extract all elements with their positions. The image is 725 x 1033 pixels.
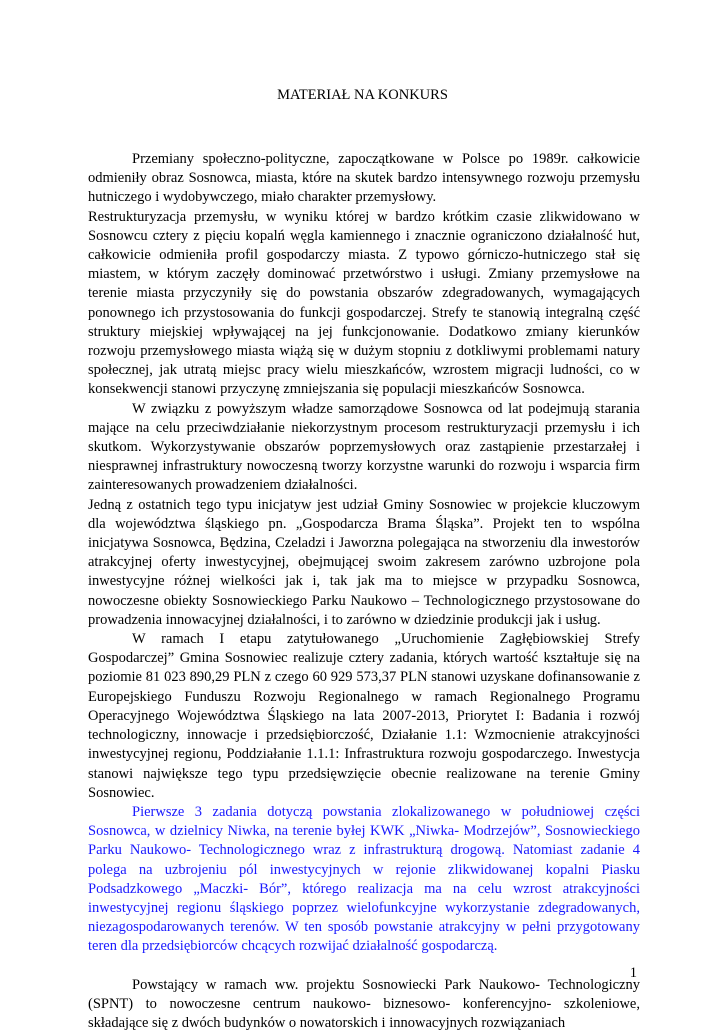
- paragraph-spnt: Powstający w ramach ww. projektu Sosnowiecki Park Naukowo- Technologiczny (SPNT) to nowoczesne centrum naukowo- biznesowo- konferencyjno- szkoleniowe, składające się z dwóch budynków o nowatorskich i innowacyjnych rozwiązaniach: [88, 976, 640, 1031]
- document-body: [88, 150, 640, 1033]
- paragraph-intro: Przemiany społeczno-polityczne, zapoczątkowane w Polsce po 1989r. całkowicie odmieniły obraz Sosnowca, miasta, które na skutek bardzo intensywnego rozwoju przemysłu hutniczego i wydobywczego, miało charakter przemysłowy.: [88, 151, 640, 206]
- paragraph-stage-one: W ramach I etapu zatytułowanego „Uruchomienie Zagłębiowskiej Strefy Gospodarczej” Gmina Sosnowiec realizuje cztery zadania, których wartość kształtuje się na poziomie 81 023 890,29 PLN z czego 60 929 573,37 PLN stanowi uzyskane dofinansowanie z Europejskiego Funduszu Rozwoju Regionalnego w ramach Regionalnego Programu Operacyjnego Województwa Śląskiego na lata 2007-2013, Priorytet I: Badania i rozwój technologiczny, innowacje i przedsiębiorczość, Działanie 1.1: Wzmocnienie atrakcyjności inwestycyjnej regionu, Poddziałanie 1.1.1: Infrastruktura rozwoju gospodarczego. Inwestycja stanowi największe tego typu przedsięwzięcie obecnie realizowane na terenie Gminy Sosnowiec.: [88, 631, 640, 801]
- paragraph-tasks-highlighted: Pierwsze 3 zadania dotyczą powstania zlokalizowanego w południowej części Sosnowca, w dzielnicy Niwka, na terenie byłej KWK „Niwka- Modrzejów”, Sosnowieckiego Parku Naukowo- Technologicznego wraz z infrastrukturą drogową. Natomiast zadanie 4 polega na uzbrojeniu pól inwestycyjnych w rejonie zlikwidowanej kopalni Piasku Podsadzkowego „Maczki- Bór”, którego realizacja ma na celu wzrost atrakcyjności inwestycyjnej regionu śląskiego poprzez wielofunkcyjne wykorzystanie zdegradowanych, niezagospodarowanych terenów. W ten sposób powstanie atrakcyjny w pełni przygotowany teren dla przedsiębiorców chcących rozwijać działalność gospodarczą.: [88, 803, 640, 955]
- paragraph-local-authorities: W związku z powyższym władze samorządowe Sosnowca od lat podejmują starania mające na celu przeciwdziałanie niekorzystnym procesom restrukturyzacji przemysłu i ich skutkom. Wykorzystywanie obszarów poprzemysłowych oraz zastąpienie przestarzałej i niesprawnej infrastruktury nowoczesną tworzy korzystne warunki do rozwoju i wsparcia firm zainteresowanych prowadzeniem działalności.: [88, 400, 640, 494]
- page-number: 1: [629, 965, 637, 981]
- paragraph-restructuring: Restrukturyzacja przemysłu, w wyniku której w bardzo krótkim czasie zlikwidowano w Sosnowcu cztery z pięciu kopalń węgla kamiennego i znacznie ograniczono działalność hut, całkowicie odmieniła profil gospodarczy miasta. Z typowo górniczo-hutniczego stał się miastem, w którym zaczęły dominować przetwórstwo i usługi. Zmiany przemysłowe na terenie miasta przyczyniły się do powstania obszarów zdegradowanych, wymagających ponownego ich przystosowania do funkcji gospodarczej. Strefy te stanowią integralną część struktury miejskiej wpływającej na jej funkcjonowanie. Dodatkowo zmiany kierunków rozwoju przemysłowego miasta wiążą się w dużym stopniu z dotkliwymi problemami natury społecznej, jak utratą miejsc pracy wielu mieszkańców, wzrostem migracji ludności, co w konsekwencji stanowi przyczynę zmniejszania się populacji mieszkańców Sosnowca.: [88, 208, 640, 398]
- document-title: MATERIAŁ NA KONKURS: [277, 87, 448, 103]
- paragraph-initiative: Jedną z ostatnich tego typu inicjatyw jest udział Gminy Sosnowiec w projekcie kluczowym dla województwa śląskiego pn. „Gospodarcza Brama Śląska”. Projekt ten to wspólna inicjatywa Sosnowca, Będzina, Czeladzi i Jaworzna polegająca na stworzeniu dla inwestorów atrakcyjnej oferty inwestycyjnej, obejmującej swoim zakresem zarówno uzbrojone pola inwestycyjne różnej wielkości jak i, tak jak ma to miejsce w przypadku Sosnowca, nowoczesne obiekty Sosnowieckiego Parku Naukowo – Technologicznego przystosowane do prowadzenia innowacyjnej działalności, i to zarówno w dziedzinie produkcji jak i usług.: [88, 496, 640, 628]
